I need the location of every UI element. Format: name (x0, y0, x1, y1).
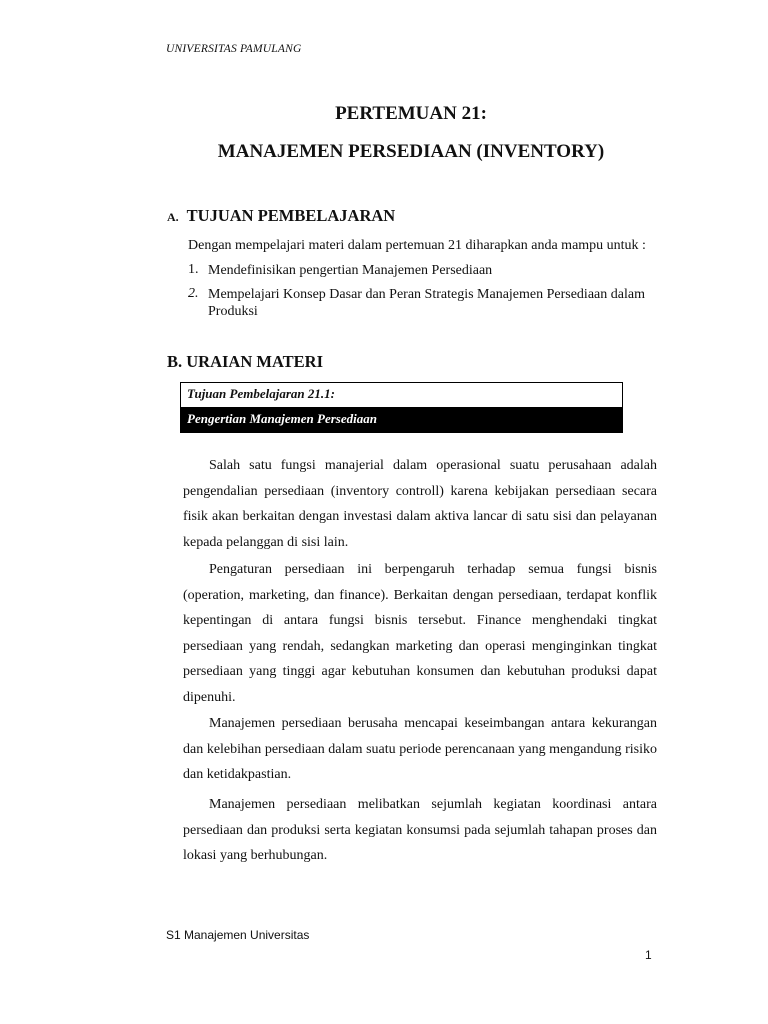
footer-text: S1 Manajemen Universitas (166, 928, 310, 942)
page-title-meeting: PERTEMUAN 21: (335, 103, 487, 124)
learning-objective-box (180, 382, 623, 433)
body-paragraph: Salah satu fungsi manajerial dalam operasional suatu perusahaan adalah pengendalian persediaan (inventory controll) karena kebijakan persediaan secara fisik akan berkaitan dengan investasi dalam aktiva lancar di satu sisi dan pelayanan kepada pelanggan di sisi lain. (183, 458, 657, 550)
body-paragraph: Pengaturan persediaan ini berpengaruh terhadap semua fungsi bisnis (operation, marketing, dan finance). Berkaitan dengan persediaan, terdapat konflik kepentingan di antara fungsi bisnis tersebut. Finance menghendaki tingkat persediaan yang rendah, sedangkan marketing dan operasi menginginkan tingkat persediaan yang tinggi agar kebutuhan konsumen dan kebutuhan produksi dapat dipenuhi. (183, 562, 657, 705)
body-paragraph: Manajemen persediaan melibatkan sejumlah kegiatan koordinasi antara persediaan dan produksi serta kegiatan konsumsi pada sejumlah tahapan proses dan lokasi yang berhubungan. (183, 797, 657, 863)
objectives-intro: Dengan mempelajari materi dalam pertemuan 21 diharapkan anda mampu untuk : (188, 238, 646, 253)
section-a-heading (167, 206, 395, 226)
objective-text: Mendefinisikan pengertian Manajemen Persediaan (208, 263, 493, 278)
section-a-title: TUJUAN PEMBELAJARAN (186, 206, 396, 225)
objective-item (188, 286, 668, 320)
page-number: 1 (645, 948, 652, 962)
section-a-letter: A. (167, 210, 179, 224)
objective-number: 1. (188, 262, 199, 277)
learning-objective-label: Tujuan Pembelajaran 21.1: (187, 386, 335, 401)
page-title-topic: MANAJEMEN PERSEDIAAN (INVENTORY) (217, 141, 605, 162)
learning-objective-subtitle: Pengertian Manajemen Persediaan (181, 407, 622, 432)
body-paragraph: Manajemen persediaan berusaha mencapai keseimbangan antara kekurangan dan kelebihan persediaan dalam suatu periode perencanaan yang mengandung risiko dan ketidakpastian. (183, 716, 657, 782)
running-header: UNIVERSITAS PAMULANG (166, 43, 302, 55)
objective-number: 2. (188, 286, 199, 301)
objective-item (188, 262, 668, 279)
objective-text: Mempelajari Konsep Dasar dan Peran Strategis Manajemen Persediaan dalam Produksi (208, 287, 645, 319)
section-b-heading: B. URAIAN MATERI (167, 352, 323, 371)
